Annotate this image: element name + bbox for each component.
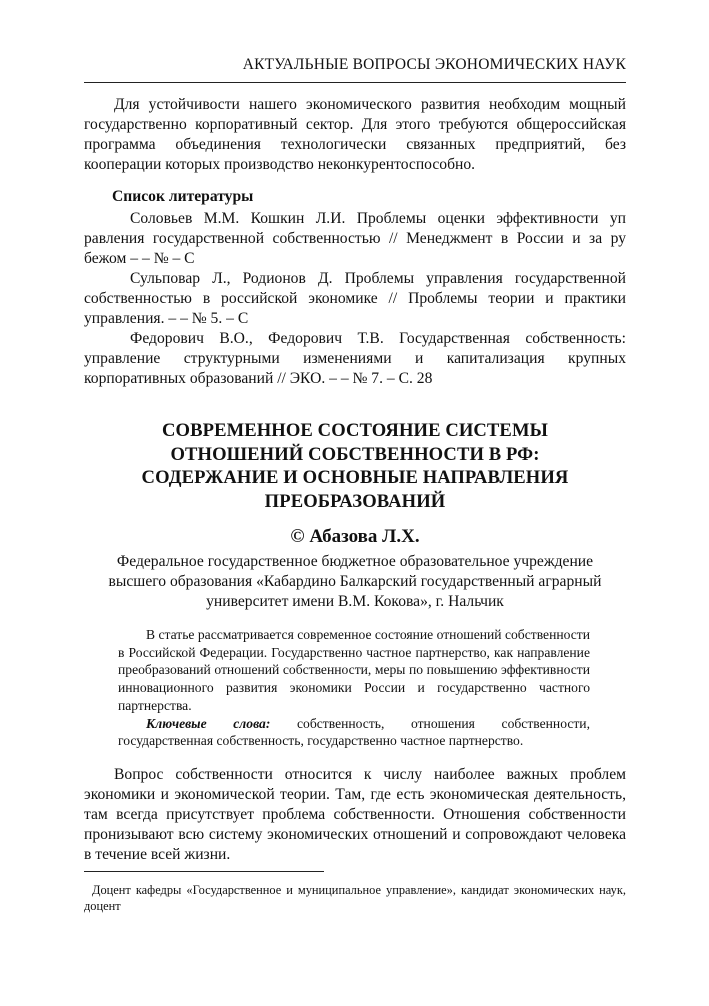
affiliation-line: Федеральное государственное бюджетное образовательное учреждение	[116, 553, 594, 570]
footnote	[84, 882, 626, 914]
reference-item: Федорович В.О., Федорович Т.В. Государственная собственность: управление структурными изменениями и капитализация крупных корпоративных образований // ЭКО. – – № 7. – С. 28	[84, 330, 626, 387]
header-rule	[84, 82, 626, 83]
abstract-block	[118, 626, 590, 750]
keywords-text: собственность, отношения собственности, государственная собственность, государственно частное партнерство.	[118, 715, 590, 749]
body-paragraph: Вопрос собственности относится к числу наиболее важных проблем экономики и экономической теории. Там, где есть экономическая деятельность, там всегда присутствует проблема собственности. Отношения собственности пронизывают всю систему экономических отношений и сопровождают человека в течение всей жизни.	[84, 766, 626, 863]
article-author: © Абазова Л.Х.	[290, 526, 420, 547]
article-title-line: ОТНОШЕНИЙ СОБСТВЕННОСТИ В РФ:	[170, 443, 540, 465]
article-body	[84, 765, 626, 865]
article-title-line: СОДЕРЖАНИЕ И ОСНОВНЫЕ НАПРАВЛЕНИЯ	[141, 467, 569, 488]
article-title-line: СОВРЕМЕННОЕ СОСТОЯНИЕ СИСТЕМЫ	[162, 420, 548, 441]
abstract-text: В статье рассматривается современное состояние отношений собственности в Российской Федерации. Государственно частное партнерство, как направление преобразований отношений собственности, меры по повышению эффективности инновационного развития экономики России и государственно частного партнерства.	[118, 627, 591, 713]
intro-section	[84, 95, 626, 175]
references-title: Список литературы	[112, 188, 254, 205]
author-affiliation	[84, 552, 626, 612]
article-title	[84, 419, 626, 513]
intro-paragraph: Для устойчивости нашего экономического развития необходим мощный государственно корпоративный сектор. Для этого требуются общероссийская программа объединения технологически связанных предприятий, без кооперации которых производство неконкурентоспособно.	[84, 96, 626, 173]
affiliation-line: университет имени В.М. Кокова», г. Нальчик	[206, 593, 504, 610]
reference-item: Соловьев М.М. Кошкин Л.И. Проблемы оценки эффективности уп равления государственной собственностью // Менеджмент в России и за ру бежом – – № – С	[84, 210, 626, 267]
running-head: АКТУАЛЬНЫЕ ВОПРОСЫ ЭКОНОМИЧЕСКИХ НАУК	[242, 56, 626, 73]
footnote-rule	[84, 871, 324, 872]
keywords-label: Ключевые слова:	[146, 715, 271, 731]
reference-item: Сульповар Л., Родионов Д. Проблемы управления государственной собственностью в российской экономике // Проблемы теории и практики управления. – – № 5. – С	[84, 270, 626, 327]
affiliation-line: высшего образования «Кабардино Балкарский государственный аграрный	[108, 573, 602, 590]
footnote-text: Доцент кафедры «Государственное и муниципальное управление», кандидат экономических наук, доцент	[84, 883, 626, 913]
article-title-line: ПРЕОБРАЗОВАНИЙ	[264, 490, 446, 512]
references-list	[84, 209, 626, 389]
keywords-paragraph	[118, 715, 590, 750]
